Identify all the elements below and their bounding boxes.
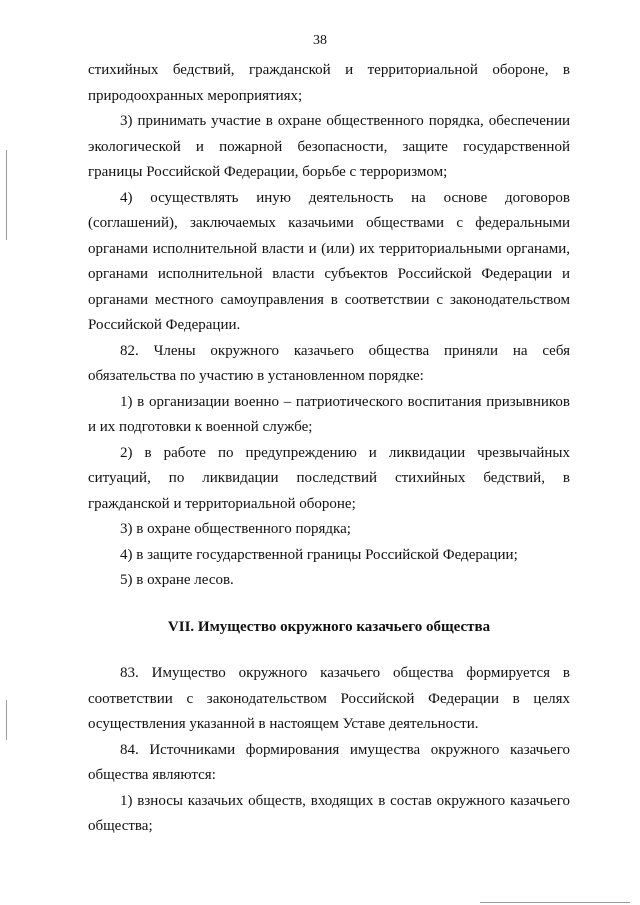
paragraph: 82. Члены окружного казачьего общества приняли на себя обязательства по участию в установленном порядке: [88, 342, 570, 384]
document-body [88, 58, 570, 840]
list-item: 1) в организации военно – патриотического воспитания призывников и их подготовки к военной службе; [88, 393, 570, 435]
section-heading: VII. Имущество окружного казачьего общества [167, 618, 491, 635]
scan-margin-mark [6, 150, 7, 240]
paragraph: 84. Источниками формирования имущества окружного казачьего общества являются: [88, 741, 570, 783]
list-item: 4) в защите государственной границы Российской Федерации; [120, 546, 518, 563]
list-item: 3) принимать участие в охране общественного порядка, обеспечении экологической и пожарной безопасности, защите государственной границы Российской Федерации, борьбе с терроризмом; [88, 113, 570, 180]
list-item: 2) в работе по предупреждению и ликвидации чрезвычайных ситуаций, по ликвидации последствий стихийных бедствий, в гражданской и территориальной обороне; [88, 444, 570, 512]
page-number: 38 [313, 33, 327, 48]
paragraph: 83. Имущество окружного казачьего общества формируется в соответствии с законодательством Российской Федерации в целях осуществления указанной в настоящем Уставе деятельности. [88, 665, 570, 732]
list-item: 3) в охране общественного порядка; [120, 521, 351, 537]
scan-margin-mark [6, 700, 7, 740]
scan-edge-mark [480, 902, 630, 903]
paragraph: стихийных бедствий, гражданской и территориальной обороне, в природоохранных мероприятиях; [88, 62, 570, 104]
list-item: 5) в охране лесов. [120, 572, 234, 588]
list-item: 1) взносы казачьих обществ, входящих в состав окружного казачьего общества; [88, 792, 570, 834]
list-item: 4) осуществлять иную деятельность на основе договоров (соглашений), заключаемых казачьими обществами с федеральными органами исполнительной власти и (или) их территориальными органами, органами исполнительной власти субъектов Российской Федерации и органами местного самоуправления в соответствии с законодательством Российской Федерации. [88, 189, 570, 333]
